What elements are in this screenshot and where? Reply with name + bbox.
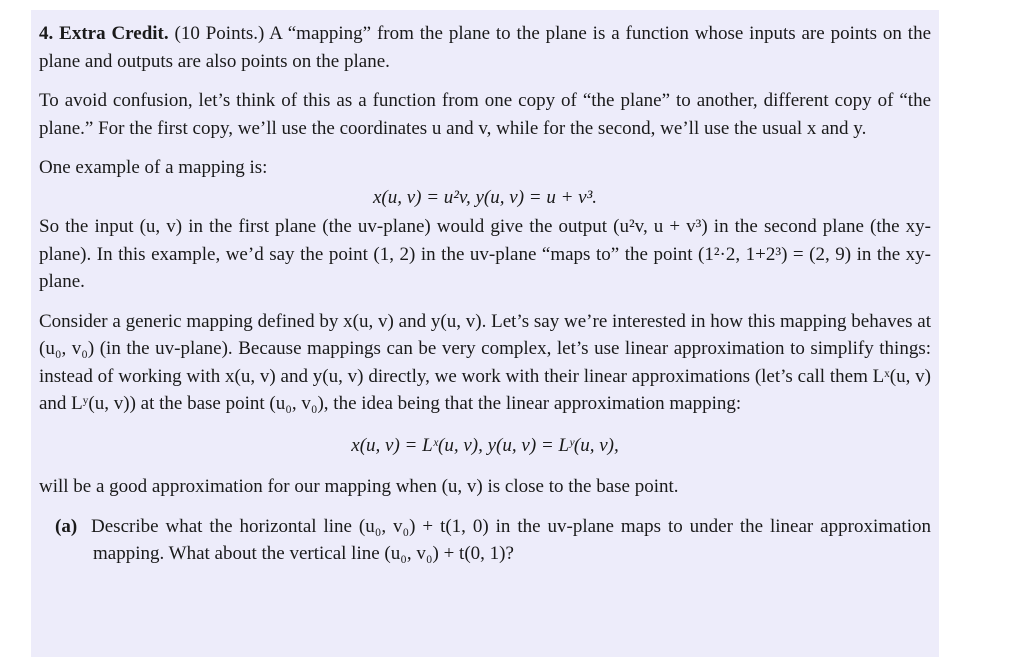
example-explanation: So the input (u, v) in the first plane (the uv-plane) would give the output (u²v, u + v³) in the second plane (the xy-plane). In this example, we’d say the point (1, 2) in the uv-plane “maps to” the point (1²·2, 1+2³) = (2, 9) in the xy-plane. [39, 216, 931, 292]
part-a-label: (a) [55, 515, 78, 537]
problem-title: Extra Credit. [59, 23, 169, 44]
paragraph-coordinates: To avoid confusion, let’s think of this as a function from one copy of “the plane” to another, different copy of “the plane.” For the first copy, we’ll use the coordinates u and v, while for the second, we’ll use the usual x and y. [39, 90, 931, 139]
approximation-note: will be a good approximation for our mapping when (u, v) is close to the base point. [39, 476, 679, 497]
part-a-text: Describe what the horizontal line (u₀, v₀) + t(1, 0) in the uv-plane maps to under the linear approximation mapping. What about the vertical line (u₀, v₀) + t(0, 1)? [91, 515, 931, 564]
problem-sheet [31, 10, 939, 657]
problem-header [39, 20, 931, 75]
linear-mapping-equation: x(u, v) = Lˣ(u, v), y(u, v) = Lʸ(u, v), [351, 434, 619, 456]
example-equation: x(u, v) = u²v, y(u, v) = u + v³. [372, 186, 598, 208]
paragraph-linear-approximation: Consider a generic mapping defined by x(u, v) and y(u, v). Let’s say we’re interested in how this mapping behaves at (u₀, v₀) (in the uv-plane). Because mappings can be very complex, let’s use linear approximation to simplify things: instead of working with x(u, v) and y(u, v) directly, we work with their linear approximations (let’s call them Lˣ(u, v) and Lʸ(u, v)) at the base point (u₀, v₀), the idea being that the linear approximation mapping: [39, 310, 931, 414]
problem-intro: A “mapping” from the plane to the plane is a function whose inputs are points on the plane and outputs are also points on the plane. [39, 23, 932, 72]
problem-number: 4. [39, 23, 54, 44]
problem-points: (10 Points.) [174, 23, 265, 44]
part-a [39, 513, 931, 568]
example-lead: One example of a mapping is: [39, 157, 268, 178]
